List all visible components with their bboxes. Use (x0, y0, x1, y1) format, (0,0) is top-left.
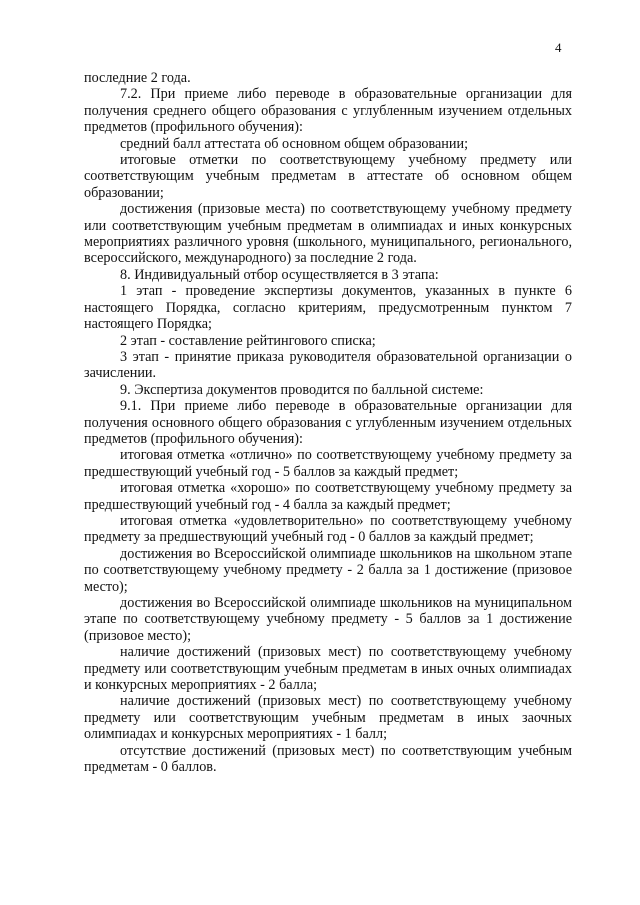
paragraph: достижения во Всероссийской олимпиаде школьников на муниципальном этапе по соответствующему учебному предмету - 5 баллов за 1 достижение (призовое место); (84, 595, 572, 644)
paragraph: наличие достижений (призовых мест) по соответствующему учебному предмету или соответствующим учебным предметам в иных заочных олимпиадах и конкурсных мероприятиях - 1 балл; (84, 693, 572, 743)
paragraph: средний балл аттестата об основном общем образовании; (120, 135, 469, 152)
paragraph: 8. Индивидуальный отбор осуществляется в 3 этапа: (120, 266, 439, 283)
paragraph: 9. Экспертиза документов проводится по балльной системе: (120, 381, 484, 398)
document-body (84, 70, 572, 775)
paragraph: достижения (призовые места) по соответствующему учебному предмету или соответствующим учебным предметам в олимпиадах и иных конкурсных мероприятиях различного уровня (школьного, муниципального, регионального, всероссийского, международного) за последние 2 года. (84, 201, 572, 267)
paragraph: отсутствие достижений (призовых мест) по соответствующим учебным предметам - 0 баллов. (84, 742, 572, 776)
paragraph: наличие достижений (призовых мест) по соответствующему учебному предмету или соответствующим учебным предметам в иных очных олимпиадах и конкурсных мероприятиях - 2 балла; (84, 644, 572, 694)
paragraph: 3 этап - принятие приказа руководителя образовательной организации о зачислении. (84, 348, 572, 382)
paragraph: итоговая отметка «удовлетворительно» по соответствующему учебному предмету за предшествующий учебный год - 0 баллов за каждый предмет; (84, 512, 572, 546)
paragraph: итоговая отметка «хорошо» по соответствующему учебному предмету за предшествующий учебный год - 4 балла за каждый предмет; (84, 480, 572, 513)
paragraph: достижения во Всероссийской олимпиаде школьников на школьном этапе по соответствующему учебному предмету - 2 балла за 1 достижение (призовое место); (84, 545, 572, 595)
paragraph: 7.2. При приеме либо переводе в образовательные организации для получения среднего общего образования с углубленным изучением отдельных предметов (профильного обучения): (84, 86, 572, 136)
page-number: 4 (555, 40, 562, 55)
paragraph: 9.1. При приеме либо переводе в образовательные организации для получения основного общего образования с углубленным изучением отдельных предметов (профильного обучения): (84, 398, 572, 447)
paragraph: 2 этап - составление рейтингового списка; (120, 332, 376, 349)
paragraph: итоговая отметка «отлично» по соответствующему учебному предмету за предшествующий учебный год - 5 баллов за каждый предмет; (84, 447, 572, 480)
paragraph: 1 этап - проведение экспертизы документов, указанных в пункте 6 настоящего Порядка, согласно критериям, предусмотренным пунктом 7 настоящего Порядка; (84, 283, 572, 333)
paragraph: последние 2 года. (84, 70, 191, 86)
paragraph: итоговые отметки по соответствующему учебному предмету или соответствующим учебным предметам в аттестате об основном общем образовании; (84, 152, 572, 201)
